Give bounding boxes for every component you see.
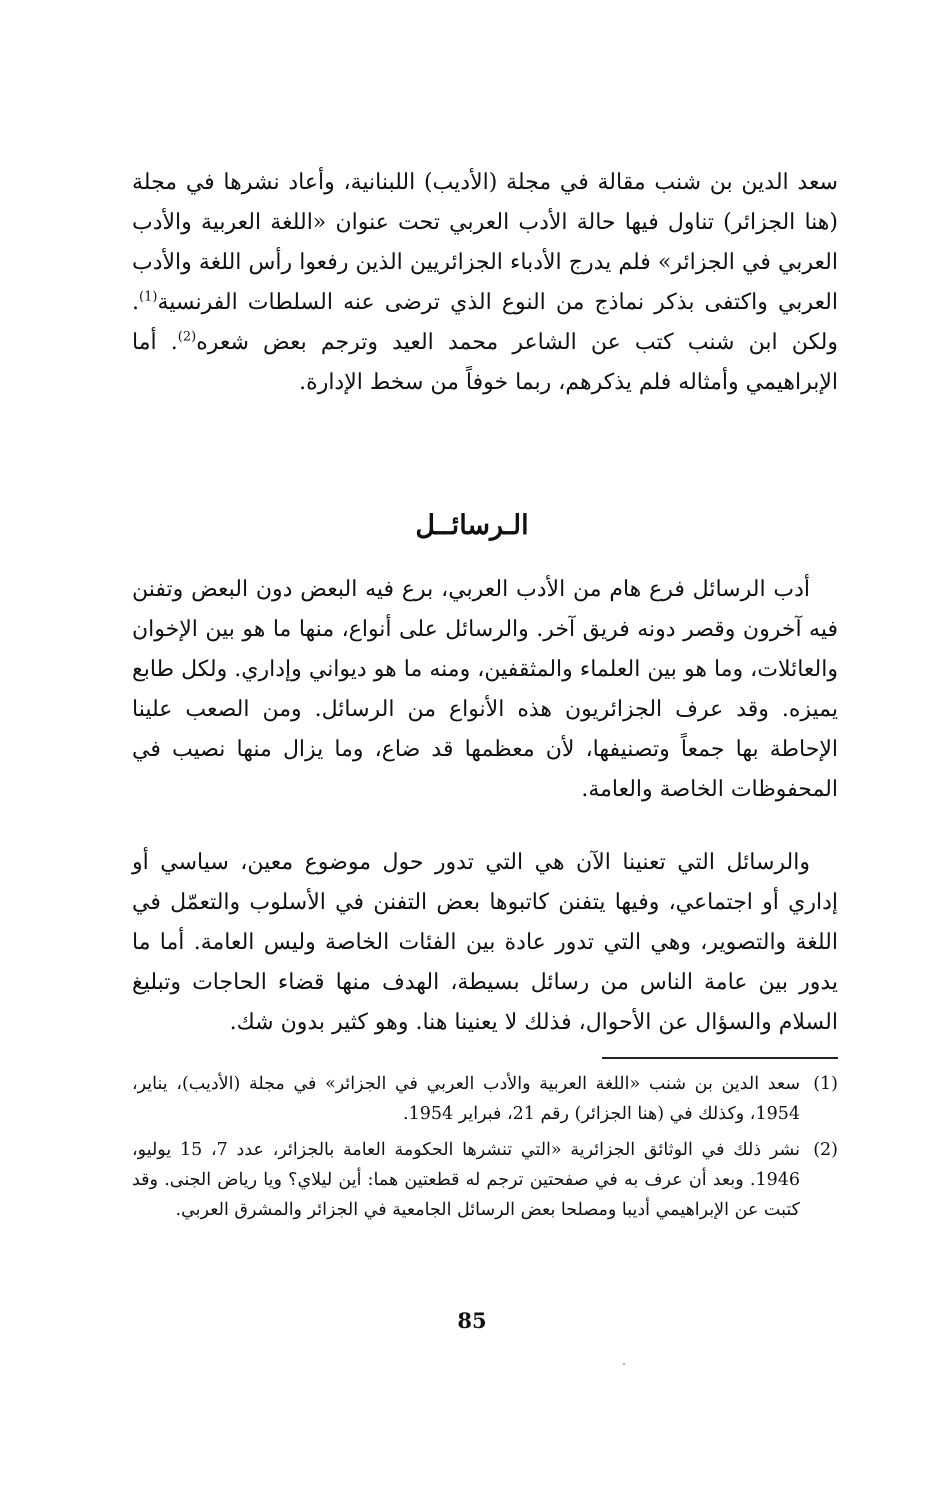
intro-text-part-2: . ولكن ابن شنب كتب عن الشاعر محمد العيد وترجم بعض شعره	[132, 290, 838, 355]
footnote-number: (1)	[813, 1074, 838, 1094]
intro-text-part-1: سعد الدين بن شنب مقالة في مجلة (الأديب) اللبنانية، وأعاد نشرها في مجلة (هنا الجزائر) تناول فيها حالة الأدب العربي تحت عنوان «اللغة العربية والأدب العربي في الجزائر» فلم يدرج الأدباء الجزائريين الذين رفعوا رأس اللغة والأدب العربي واكتفى بذكر نماذج من النوع الذي ترضى عنه السلطات الفرنسية	[132, 170, 838, 315]
page-number: 85	[457, 1308, 487, 1333]
footnote-2	[132, 1135, 838, 1225]
letters-paragraph-2: والرسائل التي تعنينا الآن هي التي تدور حول موضوع معين، سياسي أو إداري أو اجتماعي، وفيها يتفنن كاتبوها بعض التفنن في الأسلوب والتعمّل في اللغة والتصوير، وهي التي تدور عادة بين الفئات الخاصة وليس العامة. أما ما يدور بين عامة الناس من رسائل بسيطة، الهدف منها قضاء الحاجات وتبليغ السلام والسؤال عن الأحوال، فذلك لا يعنينا هنا. وهو كثير بدون شك.	[132, 850, 838, 1035]
footnote-ref-2: (2)	[177, 329, 197, 345]
footnotes	[132, 1069, 838, 1231]
footnote-text: نشر ذلك في الوثائق الجزائرية «التي تنشرها الحكومة العامة بالجزائر، عدد 7، 15 يوليو، 1946. وبعد أن عرف به في صفحتين ترجم له قطعتين هما: أين ليلاي؟ ويا رياض الجنى. وقد كتبت عن الإبراهيمي أديبا ومصلحا بعض الرسائل الجامعية في الجزائر والمشرق العربي.	[132, 1140, 801, 1220]
footnote-number: (2)	[813, 1140, 838, 1160]
footnote-divider	[602, 1057, 838, 1059]
intro-text-part-3: . أما الإبراهيمي وأمثاله فلم يذكرهم، ربما خوفاً من سخط الإدارة.	[132, 330, 838, 395]
letters-paragraph-1: أدب الرسائل فرع هام من الأدب العربي، برع فيه البعض دون البعض وتفنن فيه آخرون وقصر دونه فريق آخر. والرسائل على أنواع، منها ما هو بين الإخوان والعائلات، وما هو بين العلماء والمثقفين، ومنه ما هو ديواني وإداري. ولكل طابع يميزه. وقد عرف الجزائريون هذه الأنواع من الرسائل. ومن الصعب علينا الإحاطة بها جمعاً وتصنيفها، لأن معظمها قد ضاع، وما يزال منها نصيب في المحفوظات الخاصة والعامة.	[132, 577, 838, 802]
footnote-text: سعد الدين بن شنب «اللغة العربية والأدب العربي في الجزائر» في مجلة (الأديب)، يناير، 1954، وكذلك في (هنا الجزائر) رقم 21، فبراير 1954.	[132, 1074, 800, 1124]
intro-paragraph	[132, 163, 838, 403]
scan-speck	[623, 1363, 625, 1365]
footnote-ref-1: (1)	[139, 289, 158, 305]
footnote-1	[132, 1069, 838, 1129]
section-heading: الـرسائــل	[415, 510, 529, 541]
